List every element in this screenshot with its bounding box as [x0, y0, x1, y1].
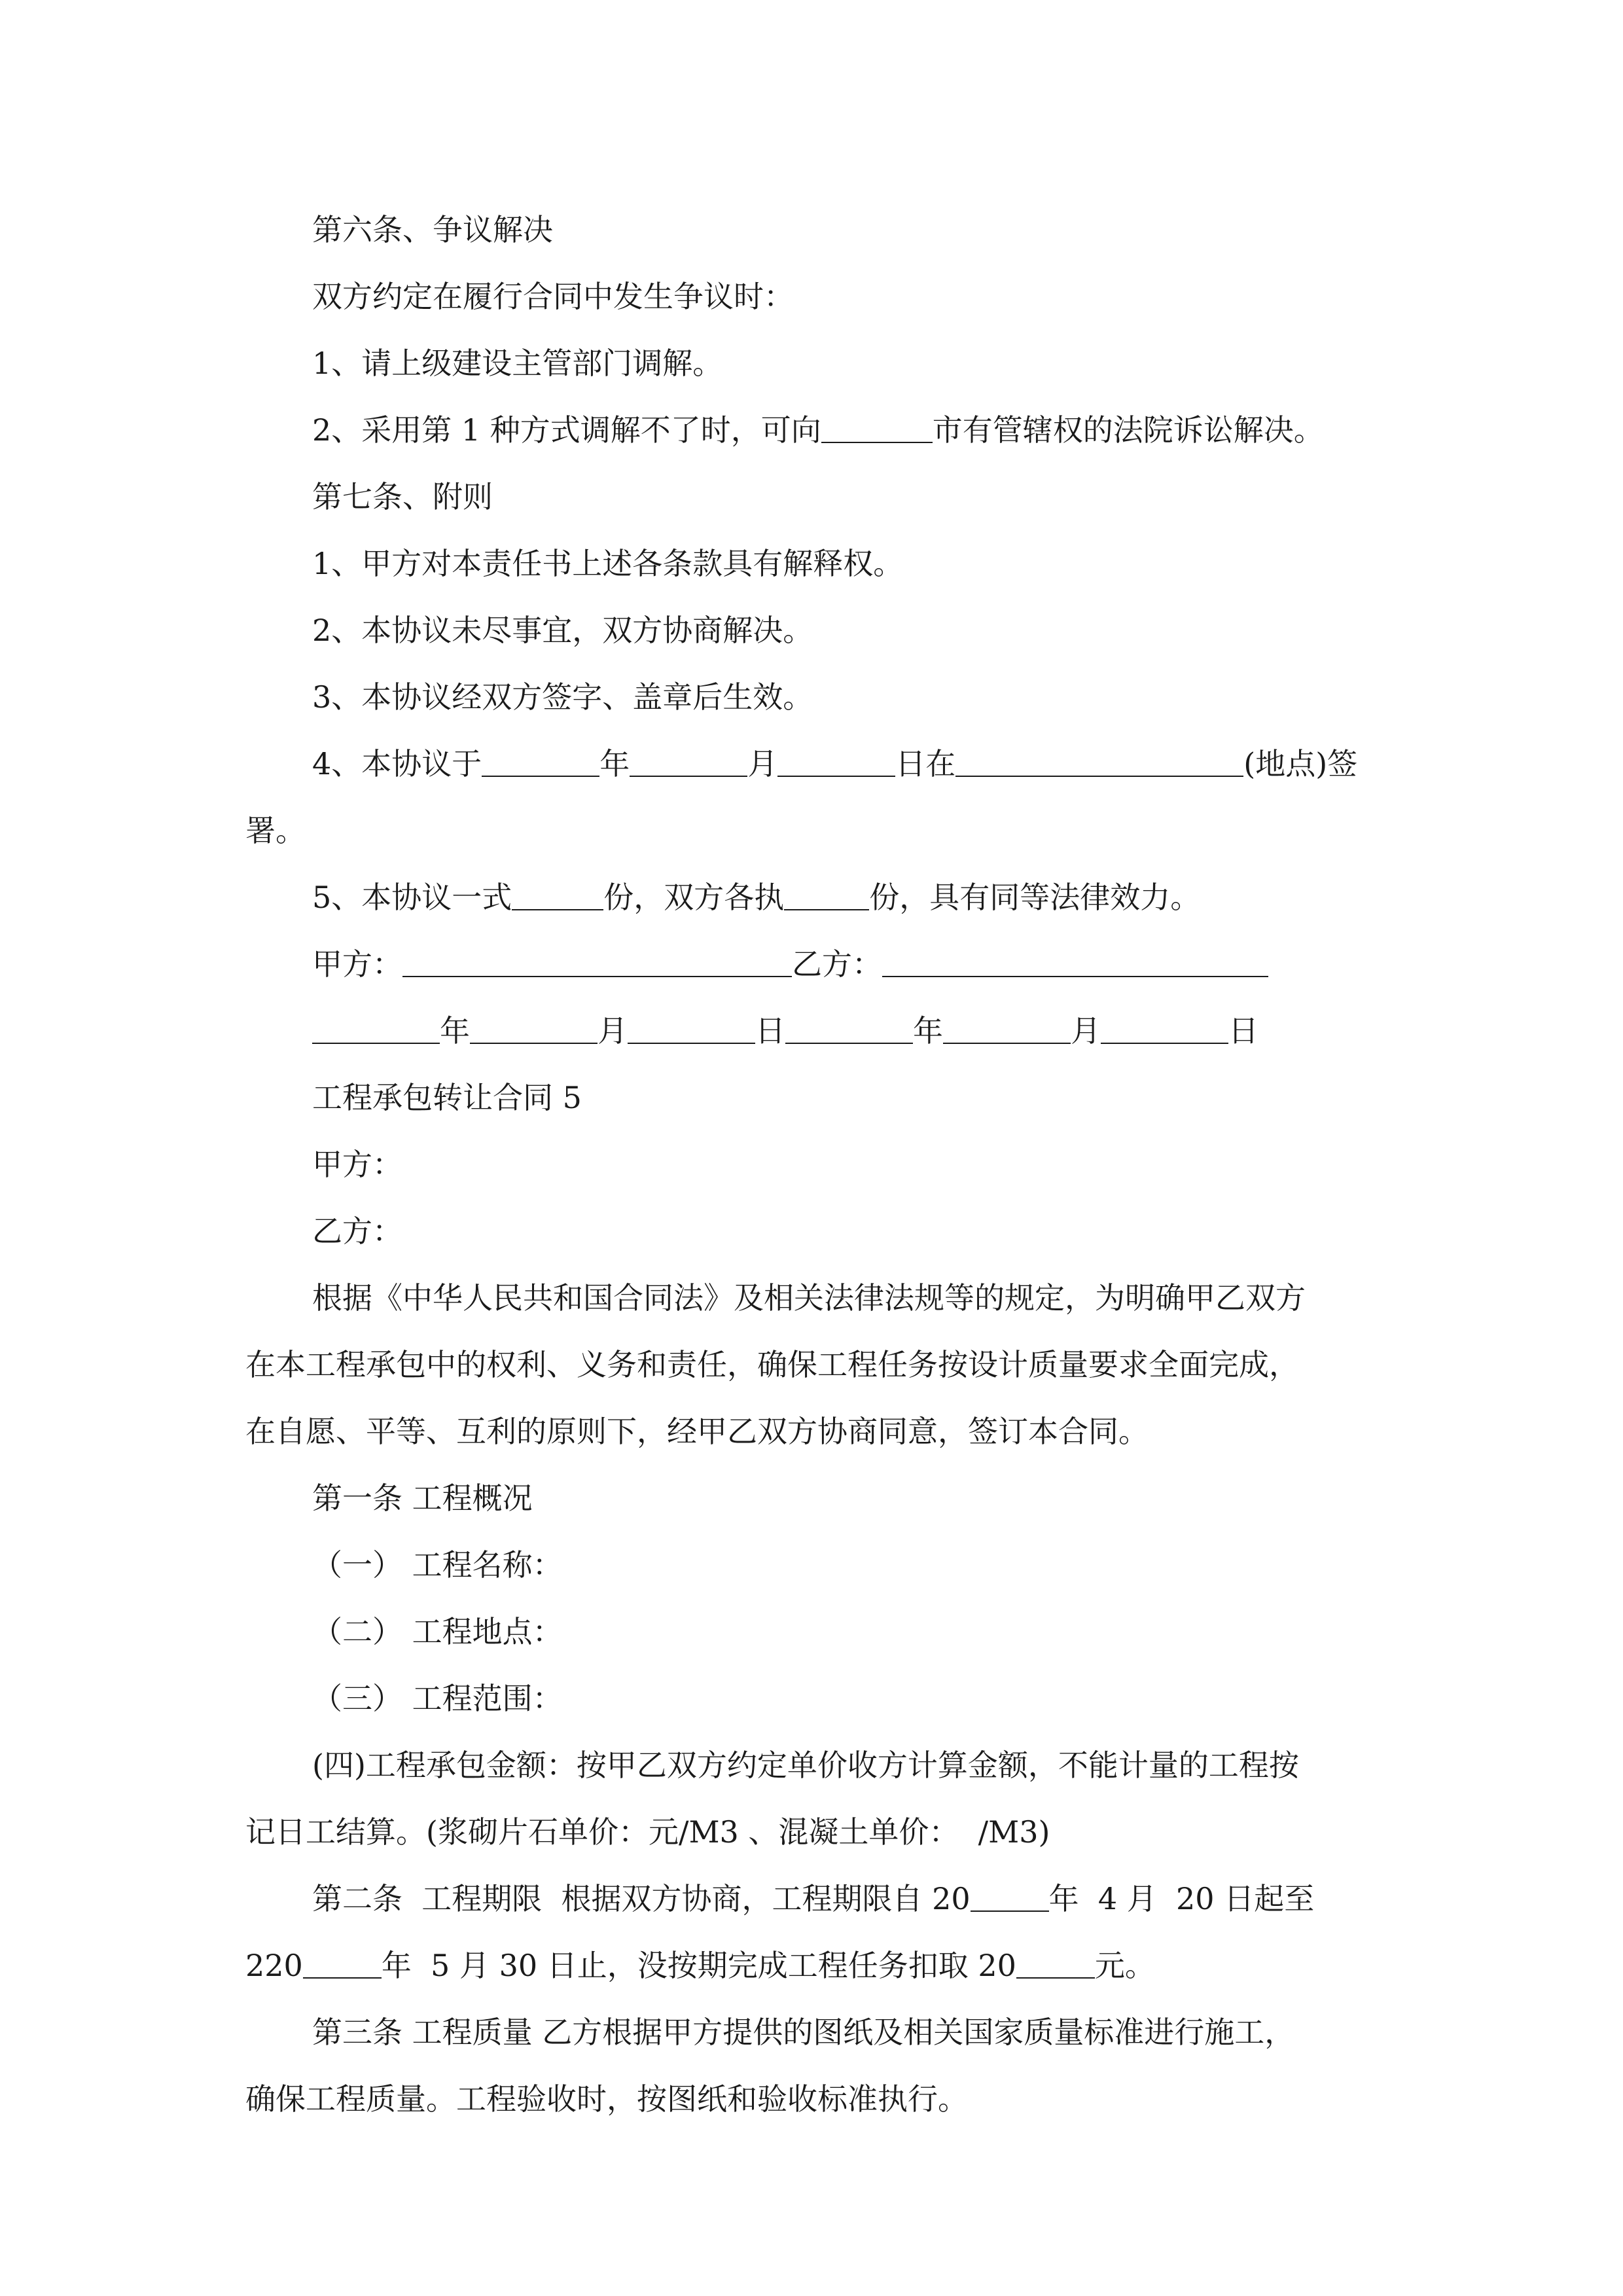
text: 份，双方各执	[603, 880, 785, 915]
party-a: 甲方：	[312, 1147, 402, 1182]
blank-line	[955, 749, 1243, 777]
text: 2、采用第 1 种方式调解不了时，可向	[312, 412, 821, 448]
article-6-heading: 第六条、争议解决	[312, 212, 553, 247]
paragraph: 双方约定在履行合同中发生争议时：	[312, 279, 794, 314]
article-3: 第三条 工程质量 乙方根据甲方提供的图纸及相关国家质量标准进行施工，	[312, 2015, 1295, 2050]
month-label: 月	[597, 1013, 628, 1049]
list-item: （一） 工程名称：	[312, 1547, 563, 1583]
party-a-blank	[402, 950, 792, 977]
blank-line	[303, 1951, 382, 1979]
paragraph: 在自愿、平等、互利的原则下，经甲乙双方协商同意，签订本合同。	[245, 1414, 1149, 1449]
date-line	[312, 1013, 1258, 1049]
article-2	[312, 1881, 1315, 1916]
text: 年 5 月 30 日止，没按期完成工程任务扣取 20	[381, 1948, 1016, 1983]
blank-line	[470, 1016, 597, 1044]
month-label: 月	[1071, 1013, 1101, 1049]
list-item: 1、请上级建设主管部门调解。	[312, 346, 723, 381]
blank-line	[630, 749, 747, 777]
text: (地点)签	[1243, 746, 1358, 781]
list-item	[312, 880, 1201, 915]
list-item	[312, 412, 1324, 448]
party-b-blank	[882, 950, 1268, 977]
paragraph: (四)工程承包金额：按甲乙双方约定单价收方计算金额，不能计量的工程按	[312, 1748, 1299, 1783]
text: 第二条 工程期限 根据双方协商，工程期限自 20	[312, 1881, 971, 1916]
year-label: 年	[440, 1013, 470, 1049]
blank-line	[971, 1884, 1049, 1912]
article-7-heading: 第七条、附则	[312, 479, 493, 514]
paragraph	[245, 1950, 1155, 1981]
list-item: （二） 工程地点：	[312, 1614, 563, 1649]
blank-line	[512, 883, 603, 910]
list-item: 2、本协议未尽事宜，双方协商解决。	[312, 613, 813, 648]
text: 份，具有同等法律效力。	[869, 880, 1201, 915]
text: 年	[599, 746, 630, 781]
text: 日在	[895, 746, 956, 781]
blank-line	[821, 416, 933, 443]
blank-line	[784, 883, 869, 910]
blank-line	[1101, 1016, 1228, 1044]
blank-line	[1016, 1951, 1095, 1979]
paragraph: 在本工程承包中的权利、义务和责任，确保工程任务按设计质量要求全面完成，	[245, 1347, 1299, 1382]
text: 年 4 月 20 日起至	[1048, 1881, 1315, 1916]
text: 元。	[1094, 1948, 1155, 1983]
text: 4、本协议于	[312, 746, 482, 781]
day-label: 日	[1228, 1013, 1258, 1049]
year-label: 年	[913, 1013, 943, 1049]
blank-line	[312, 1016, 440, 1044]
blank-line	[777, 749, 895, 777]
blank-line	[482, 749, 599, 777]
list-item: 3、本协议经双方签字、盖章后生效。	[312, 679, 813, 715]
signature-line	[312, 946, 1268, 982]
paragraph: 记日工结算。(浆砌片石单价：元/M3 、混凝土单价： /M3)	[245, 1814, 1050, 1850]
article-1-heading: 第一条 工程概况	[312, 1480, 533, 1516]
text: 5、本协议一式	[312, 880, 512, 915]
text: 市有管辖权的法院诉讼解决。	[932, 412, 1324, 448]
list-item	[312, 746, 1358, 781]
paragraph: 根据《中华人民共和国合同法》及相关法律法规等的规定，为明确甲乙双方	[312, 1280, 1306, 1316]
text: 月	[747, 746, 778, 781]
blank-line	[785, 1016, 913, 1044]
list-item: 1、甲方对本责任书上述各条款具有解释权。	[312, 546, 904, 581]
blank-line	[943, 1016, 1071, 1044]
day-label: 日	[755, 1013, 785, 1049]
contract-title: 工程承包转让合同 5	[312, 1080, 582, 1115]
party-a-label: 甲方：	[312, 946, 402, 982]
paragraph: 署。	[245, 813, 306, 848]
paragraph: 确保工程质量。工程验收时，按图纸和验收标准执行。	[245, 2081, 968, 2117]
party-b: 乙方：	[312, 1213, 402, 1249]
blank-line	[628, 1016, 755, 1044]
party-b-label: 乙方：	[792, 946, 882, 982]
list-item: （三） 工程范围：	[312, 1681, 563, 1716]
text: 220	[245, 1948, 303, 1983]
